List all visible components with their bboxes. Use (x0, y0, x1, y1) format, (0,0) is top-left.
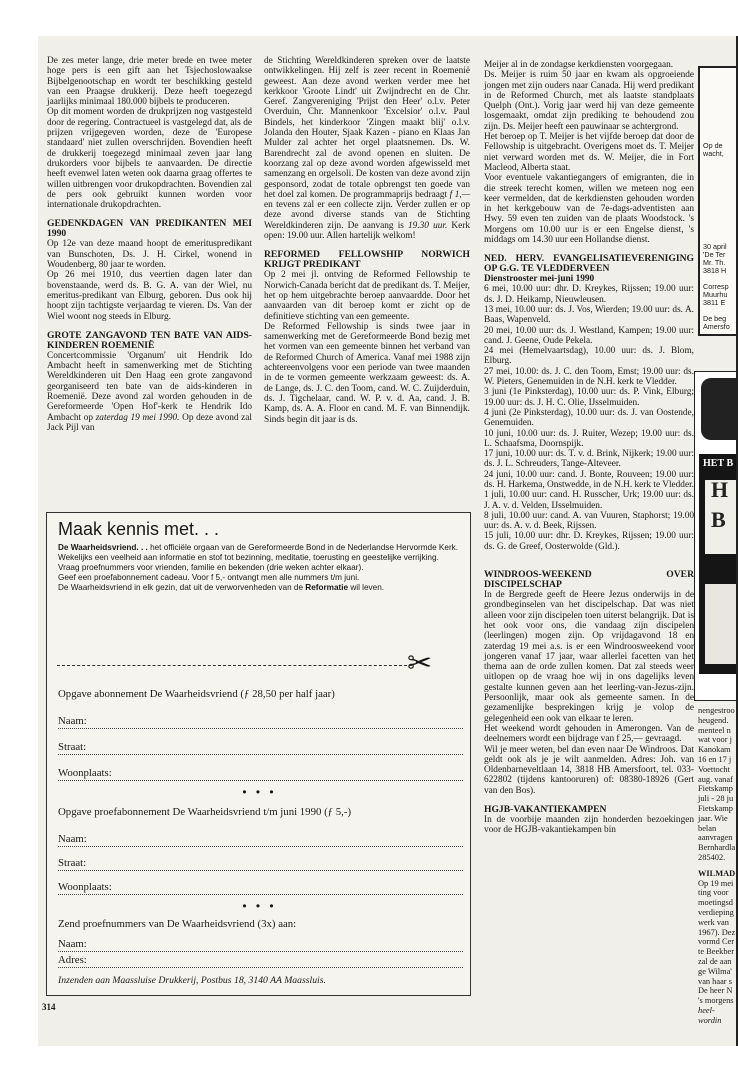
schedule-entry: 6 mei, 10.00 uur: dhr. D. Kreykes, Rijssen; 19.00 uur: ds. J. D. Heikamp, Nieuwleusen. (484, 284, 694, 305)
text-span: De Waarheidsvriend in elk gezin, dat uit de verworvenheden van de (58, 583, 304, 592)
schedule-entry: 4 juni (2e Pinksterdag), 10.00 uur: ds. J. van Oostende, Genemuiden. (484, 407, 694, 429)
price: f 1,— (449, 189, 470, 200)
section-heading: GEDENKDAGEN VAN PREDIKANTEN MEI 1990 (47, 218, 252, 240)
schedule-entry: 13 mei, 10.00 uur: ds. J. Vos, Wierden; 19.00 uur: ds. A. Baas, Wapenveld. (484, 304, 694, 326)
intro-line (58, 543, 463, 553)
subheading: Dienstrooster mei-juni 1990 (484, 274, 595, 285)
text-span: Concertcommissie 'Organum' uit Hendrik Ido Ambacht heeft in samenwerking met de Stichting Wereldkinderen uit Den Haag een grote zangavond georganiseerd ten bate van de aids-kinderen in Roemenië. Deze avond zal worden gehouden in de Gereformeerde 'Open Hof'-kerk te Hendrik Ido Ambacht op (47, 350, 252, 423)
field-label: Woonplaats: (58, 881, 116, 893)
column-1 (47, 56, 252, 433)
intro-line: Wekelijks een veelheid aan informatie en stof tot bezinning, meditatie, toerusting en geestelijke verrijking. (58, 553, 439, 562)
books-image (705, 584, 738, 664)
text-span: wil leven. (350, 583, 385, 592)
schedule-entry: 8 juli, 10.00 uur: cand. A. van Vuuren, Staphorst; 19.00 uur: ds. A. v. d. Beek, Rijssen. (484, 510, 694, 532)
field-label: Naam: (58, 715, 91, 727)
book-advert (694, 371, 738, 701)
fill-line (58, 754, 463, 755)
text-fragment: nengestroo heugend. menteel n wat voor j Kanokam 16 en 17 j Voettocht aug. vanaf Fietskamp juli - 28 ju Fietskamp jaar. Wie belan aanvragen Bernhardla 285402. (698, 706, 736, 862)
article-paragraph: Op 12e van deze maand hoopt de emerituspredikant van Bunschoten, Ds. J. H. Cirkel, wonend in Woudenberg, 80 jaar te worden. (47, 239, 252, 271)
name-field[interactable] (58, 715, 463, 729)
article-paragraph: Het weekend wordt gehouden in Amerongen. Van de deelnemers wordt een bijdrage van f 25,— gevraagd. (484, 723, 694, 745)
section-heading: WINDROOS-WEEKEND OVER DISCIPELSCHAP (484, 569, 694, 591)
section-title-samples: Zend proefnummers van De Waarheidsvriend (3x) aan: (58, 918, 297, 930)
fragment-heading: WILMAD (698, 868, 736, 878)
fill-line (58, 951, 463, 952)
advert-heading: HET B (703, 458, 734, 469)
fill-line (58, 780, 463, 781)
article-paragraph: Het beroep op T. Meijer is het vijfde beroep dat door de Fellowship is uitgebracht. Overigens moet ds. T. Meijer niet verward worden met ds. W. Meijer, die in Fort Macleod, Alberta staat. (484, 132, 694, 173)
fill-line (58, 846, 463, 847)
field-label: Adres: (58, 954, 91, 966)
city-field[interactable] (58, 767, 463, 781)
text-span: en tevens zal er een collecte zijn. Verder zullen er op deze avond diverse stands van de Stichting Wereldkinderen zijn. De aanvang is (264, 200, 470, 231)
emphasis: Reformatie (305, 583, 349, 592)
text-span: de Stichting Wereldkinderen spreken over de laatste ontwikkelingen. Hij zelf is zeer recent in Roemenië geweest. Aan deze avond werken verder mee het kerkkoor 'Groote Lindt' uit Zwijndrecht en de Chr. Geref. Zangvereniging 'Prijst den Heer' o.l.v. Peter Overduin, Chr. Mannenkoor 'Excelsior' o.l.v. Paul Bindels, het kinderkoor 'Zingen maakt blij' o.l.v. Jolanda den Houter, Sjaak Kazen - piano en Klaas Jan Mulder zal achter het orgel plaatsnemen. Ds. W. Barendrecht zal de avond openen en sluiten. De koorzang zal op deze avond worden afgewisseld met samenzang en orgelsoli. De kosten van deze avond zijn gesponsord, zodat de totale opbrengst ten goede van het doel zal komen. De programmaprijs bedraagt (264, 56, 470, 200)
ad-text: 3818 H (703, 266, 727, 275)
event-date: zaterdag 19 mei 1990. (95, 412, 180, 423)
schedule-entry: 24 mei (Hemelvaartsdag), 10.00 uur: ds. J. Blom, Elburg. (484, 346, 694, 367)
cover-letter: H (711, 477, 729, 502)
text-span: het officiële orgaan van de Gereformeerde Bond in de Nederlandse Hervormde Kerk. (150, 543, 459, 552)
publication-name: De Waarheidsvriend. . . (58, 543, 148, 552)
article-paragraph: Op 2 mei jl. ontving de Reformed Fellowship te Norwich-Canada bericht dat de predikant ds. T. Meijer, het op hem uitgebrachte beroep aanvaardde. Door het aanvaarden van dit beroep komt er zicht op de definitieve stichting van een gemeente. (264, 270, 470, 322)
coupon-footer: Inzenden aan Maassluise Drukkerij, Postbus 18, 3140 AA Maassluis. (58, 975, 326, 986)
ad-text: 'De Ter (703, 250, 726, 259)
name-field[interactable] (58, 938, 463, 952)
ad-text: Muurhu (703, 290, 728, 299)
scissors-icon: ✂ (407, 647, 433, 680)
start-time: 19.30 uur. (408, 220, 448, 231)
field-label: Woonplaats: (58, 767, 116, 779)
fill-line (58, 728, 463, 729)
article-paragraph: Voor eventuele vakantiegangers of emigranten, die in die streek terecht komen, willen we meteen nog een keer vermelden, dat de kerkdiensten gehouden worden in het kerkgebouw van de 7e-dags-adventisten aan Hwy. 59 even ten zuiden van de plaats Woodstock. 's Morgens om 10.00 uur is er een Engelse dienst, 's middags om 14.30 uur een Hollandse dienst. (484, 173, 694, 246)
intro-line (58, 583, 463, 593)
article-paragraph: Op 26 mei 1910, dus veertien dagen later dan bovenstaande, werd ds. B. G. A. van der Wiel, nu emeritus-predikant van Elburg, geboren. Dus ook hij hoopt zijn tachtigste verjaardag te vieren. Ds. Van der Wiel woont nog steeds in Elburg. (47, 270, 252, 322)
section-heading: GROTE ZANGAVOND TEN BATE VAN AIDS-KINDEREN ROEMENIË (47, 329, 252, 351)
street-field[interactable] (58, 857, 463, 871)
separator: • • • (242, 899, 277, 913)
coupon-intro (58, 543, 463, 593)
field-label: Straat: (58, 857, 90, 869)
article-paragraph: Wil je meer weten, bel dan even naar De Windroos. Dat geldt ook als je je wilt aanmelden. Adres: Joh. van Oldenbarneveltlaan 14, 3818 HB Amersfoort, tel. 033-622802 (tijdens kantooruren) of: 08380-18926 (Gert van den Bos). (484, 744, 694, 796)
field-label: Straat: (58, 741, 90, 753)
cover-letter: B (711, 507, 726, 532)
article-paragraph: Op dit moment worden de drukprijzen nog vastgesteld door de regering. Contractueel is vastgelegd dat, als de prijzen vrijgegeven worden, deze de 'Europese standaard' niet zullen overschrijden. Bovendien heeft de drukkerij toegezegd minimaal zeven jaar lang drukorders voor bijbels te aanvaarden. De directie heeft evenwel laten weten ook daarna graag offertes te willen uitbrengen voor drukopdrachten. Bovendien zal de pers ook gebruikt kunnen worden voor internationale drukopdrachten. (47, 107, 252, 211)
article-paragraph: De zes meter lange, drie meter brede en twee meter hoge pers is een gift aan het Tsjechoslowaakse Bijbelgenootschap en wordt ter beschikking gesteld van een Praagse drukkerij. Deze heeft toegezegd jaarlijks minimaal 180.000 bijbels te produceren. (47, 56, 252, 108)
name-field[interactable] (58, 833, 463, 847)
text-fragment: Op 19 mei ting voor moetingsd verdieping werk van 1967). Dez vormd Cer te Beekber zal de aan ge Wilma' van haar s De heer N 's morgens (698, 878, 736, 1006)
notice-box (698, 66, 738, 336)
subscription-coupon (46, 512, 471, 996)
field-label: Naam: (58, 833, 91, 845)
article-paragraph (47, 351, 252, 433)
article-paragraph (264, 56, 470, 241)
article-paragraph: Ds. Meijer is ruim 50 jaar en kwam als opgroeiende jongen met zijn ouders naar Canada. Hij werd predikant in de Reformed Church, met als laatste standplaats Quelph (Ont.). Vorig jaar werd hij van deze gemeente losgemaakt, omdat zijn prediking te behoudend zou zijn. Ds. Meijer heeft een pauwinaar se achtergrond. (484, 70, 694, 132)
article-paragraph: De Reformed Fellowship is sinds twee jaar in samenwerking met de Gereformeerde Bond bezig met het vormen van een gemeente binnen het verband van de Reformed Church of America. Vanaf mei 1988 zijn achtereenvolgens voor een periode van twee maanden in de te vormen gemeente werkzaam geweest: ds. A. de Lange, ds. J. C. den Toom, cand. W. C. Zuijderduin, ds. J. Tigchelaar, cand. W. P. v. d. Aa, cand. J. B. Kamp, ds. A. A. Floor en cand. M. F. van Binnendijk. Sinds begin dit jaar is ds. (264, 321, 470, 425)
ad-text: Amersfo (703, 322, 730, 331)
section-title-trial: Opgave proefabonnement De Waarheidsvriend t/m juni 1990 (ƒ 5,-) (58, 806, 352, 818)
column-4-fragment (698, 706, 738, 1026)
logo-block (701, 378, 738, 440)
ad-text: De beg (703, 314, 727, 323)
column-3 (484, 60, 694, 836)
ad-text: Mr. Th. (703, 258, 726, 267)
article-paragraph: Meijer al in de zondagse kerkdiensten voorgegaan. (484, 60, 674, 70)
coupon-title: Maak kennis met. . . (58, 519, 220, 539)
page-number: 314 (42, 1002, 56, 1012)
schedule-entry: 15 juli, 10.00 uur: dhr. D. Kreykes, Rijssen; 19.00 uur: ds. G. de Greef, Oosterwolde (Gld.). (484, 531, 694, 552)
service-schedule (484, 284, 694, 552)
fill-line (58, 967, 463, 968)
schedule-entry: 3 juni (1e Pinksterdag), 10.00 uur: ds. P. Vink, Elburg; 19.00 uur: ds. J. H. C. Olie, IJsselmuiden. (484, 387, 694, 408)
schedule-entry: 10 juni, 10.00 uur: ds. J. Ruiter, Wezep; 19.00 uur: ds. L. Schaafsma, Doornspijk. (484, 428, 694, 449)
magazine-page (38, 36, 738, 1046)
schedule-entry: 1 juli, 10.00 uur: cand. H. Russcher, Urk; 19.00 uur: ds. J. A. v. d. Velden, IJsselmuiden. (484, 490, 694, 511)
section-heading: NED. HERV. EVANGELISATIEVERENIGING OP G.G. TE VLEDDERVEEN (484, 253, 694, 275)
intro-line: Vraag proefnummers voor vrienden, familie en bekenden (drie weken achter elkaar). (58, 563, 364, 572)
field-label: Naam: (58, 938, 91, 950)
section-heading: REFORMED FELLOWSHIP NORWICH KRIJGT PREDIKANT (264, 249, 470, 271)
ad-text: Op de (703, 141, 723, 150)
section-heading: HGJB-VAKANTIEKAMPEN (484, 804, 607, 815)
book-cover (705, 477, 738, 554)
schedule-entry: 27 mei, 10.00: ds. J. C. den Toom, Emst; 19.00 uur: ds. W. Pieters, Genemuiden in de N.H. kerk te Vledder. (484, 366, 694, 388)
text-span: Kerk open: 19.00 uur. Allen hartelijk welkom! (264, 220, 470, 242)
street-field[interactable] (58, 741, 463, 755)
ad-text: 30 april (703, 242, 727, 251)
fill-line (58, 870, 463, 871)
ad-text: wacht, (703, 149, 724, 158)
schedule-entry: 17 juni, 10.00 uur: ds. T. v. d. Brink, Nijkerk; 19.00 uur: ds. J. L. Schreuders, Tange-Alteveer. (484, 449, 694, 470)
address-field[interactable] (58, 954, 463, 968)
intro-line: Geef een proefabonnement cadeau. Voor f 5,- ontvangt men alle nummers t/m juni. (58, 573, 360, 582)
advert-stripe (699, 454, 738, 674)
column-2 (264, 56, 470, 425)
article-paragraph: In de Bergrede geeft de Heere Jezus onderwijs in de grondbeginselen van het discipelschap. Dat was niet alleen voor zijn discipelen toen uiterst belangrijk. Dat is het ook voor ons, die vandaag zijn discipelen (leerlingen) mogen zijn. Op vrijdagavond 18 en zaterdag 19 mei a.s. is er een Windroosweekend voor jongeren vanaf 17 jaar, waar allerlei facetten van het thema aan de orde zullen komen. Dat zal steeds weer uitlopen op de vraag hoe wij in ons dagelijks leven gestalte kunnen geven aan het leerling-van-Jezus-zijn. Persoonlijk, maar ook als gemeente samen. In de gezamenlijke besprekingen krijg je volop de gelegenheid een ook van elkaar te leren. (484, 590, 694, 724)
article-paragraph: In de voorbije maanden zijn honderden bezoekingen voor de HGJB-vakantiekampen bin (484, 815, 694, 836)
ad-text: Corresp (703, 282, 729, 291)
schedule-entry: 24 juni, 10.00 uur: cand. J. Bonte, Rouveen; 19.00 uur: ds. H. Harkema, Onstwedde, in de N.H. kerk te Vledder. (484, 469, 694, 490)
text-span: Op deze avond zal Jack Pijl van (47, 412, 253, 433)
section-title-subscription: Opgave abonnement De Waarheidsvriend (ƒ 28,50 per half jaar) (58, 688, 335, 700)
cut-line (57, 665, 412, 666)
fill-line (58, 894, 463, 895)
advertisement-strip (694, 66, 738, 1046)
text-fragment: heel-wordin (698, 1005, 722, 1025)
city-field[interactable] (58, 881, 463, 895)
separator: • • • (242, 785, 277, 799)
schedule-entry: 20 mei, 10.00 uur: ds. J. Westland, Kampen; 19.00 uur: cand. J. Geene, Oude Pekela. (484, 325, 694, 346)
ad-text: 3811 E (703, 298, 726, 307)
